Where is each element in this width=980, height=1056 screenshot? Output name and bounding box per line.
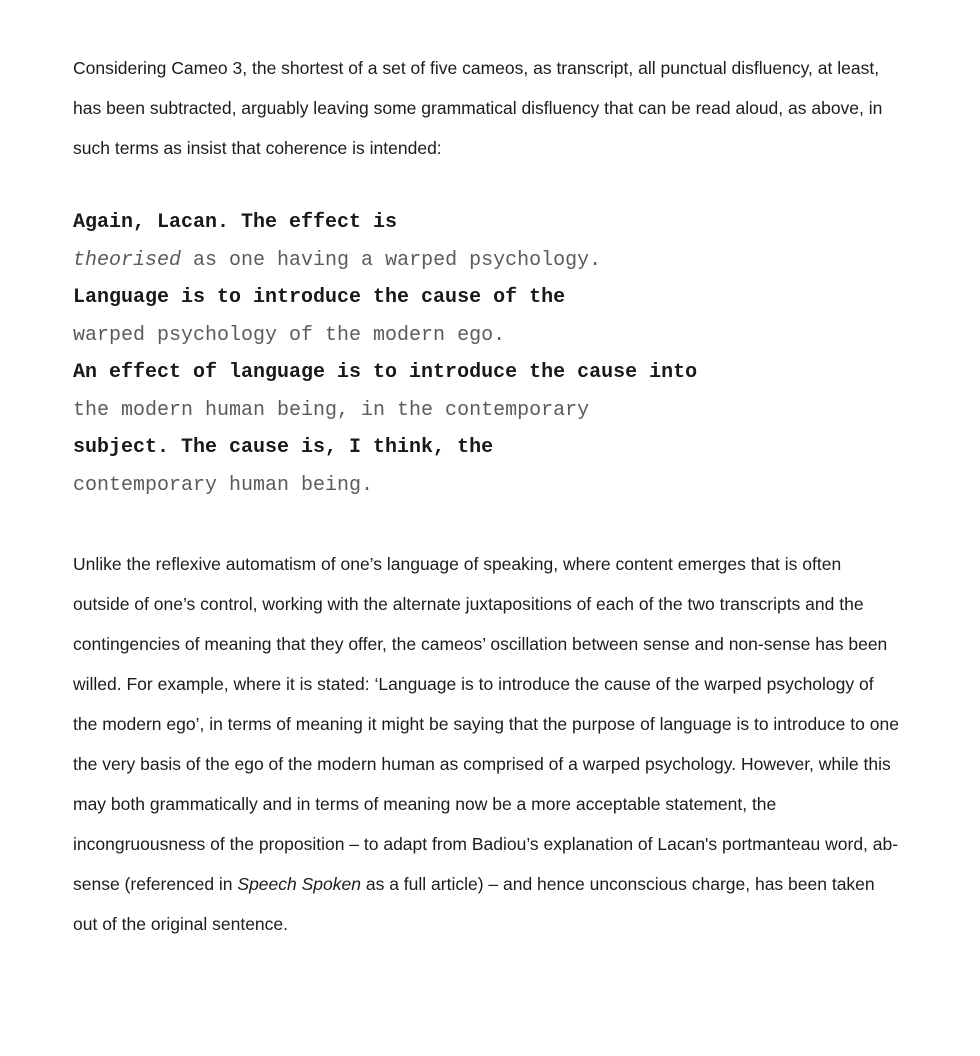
cameo-line [73,392,902,430]
text-segment-gray: as one having a warped psychology. [181,248,602,272]
text-segment-bold: Language is to introduce the cause of the [73,286,566,309]
text-segment-regular: as a full article) – and hence unconscious charge, has been taken out of the original sentence. [73,874,875,934]
cameo-line [73,279,902,317]
intro-paragraph [73,48,902,168]
text-segment-bold: subject. The cause is, I think, the [73,436,494,459]
analysis-paragraph [73,544,902,944]
text-segment-gray: the modern human being, in the contemporary [73,398,590,422]
cameo-transcript-block [73,204,902,504]
cameo-line [73,354,902,392]
text-segment-italic-gray: theorised [73,248,182,272]
text-segment-regular: Considering Cameo 3, the shortest of a set of five cameos, as transcript, all punctual disfluency, at least, has been subtracted, arguably leaving some grammatical disfluency that can be read aloud, as above, in such terms as insist that coherence is intended: [73,58,883,158]
text-segment-italic: Speech Spoken [237,874,361,894]
text-segment-gray: contemporary human being. [73,473,374,497]
text-segment-bold: Again, Lacan. The effect is [73,211,398,234]
cameo-line [73,204,902,242]
text-segment-gray: warped psychology of the modern ego. [73,323,506,347]
cameo-line [73,242,902,280]
text-segment-regular: Unlike the reflexive automatism of one’s language of speaking, where content emerges that is often outside of one’s control, working with the alternate juxtapositions of each of the two transcripts and the contingencies of meaning that they offer, the cameos’ oscillation between sense and non-sense has been willed. For example, where it is stated: ‘Language is to introduce the cause of the warped psychology of the modern ego’, in terms of meaning it might be saying that the purpose of language is to introduce to one the very basis of the ego of the modern human as comprised of a warped psychology. However, while this may both grammatically and in terms of meaning now be a more acceptable statement, the incongruousness of the proposition – to adapt from Badiou’s explanation of Lacan's portmanteau word, ab-sense (referenced in [73,554,899,894]
cameo-line [73,429,902,467]
text-segment-bold: An effect of language is to introduce the cause into [73,361,698,384]
cameo-line [73,467,902,505]
cameo-line [73,317,902,355]
